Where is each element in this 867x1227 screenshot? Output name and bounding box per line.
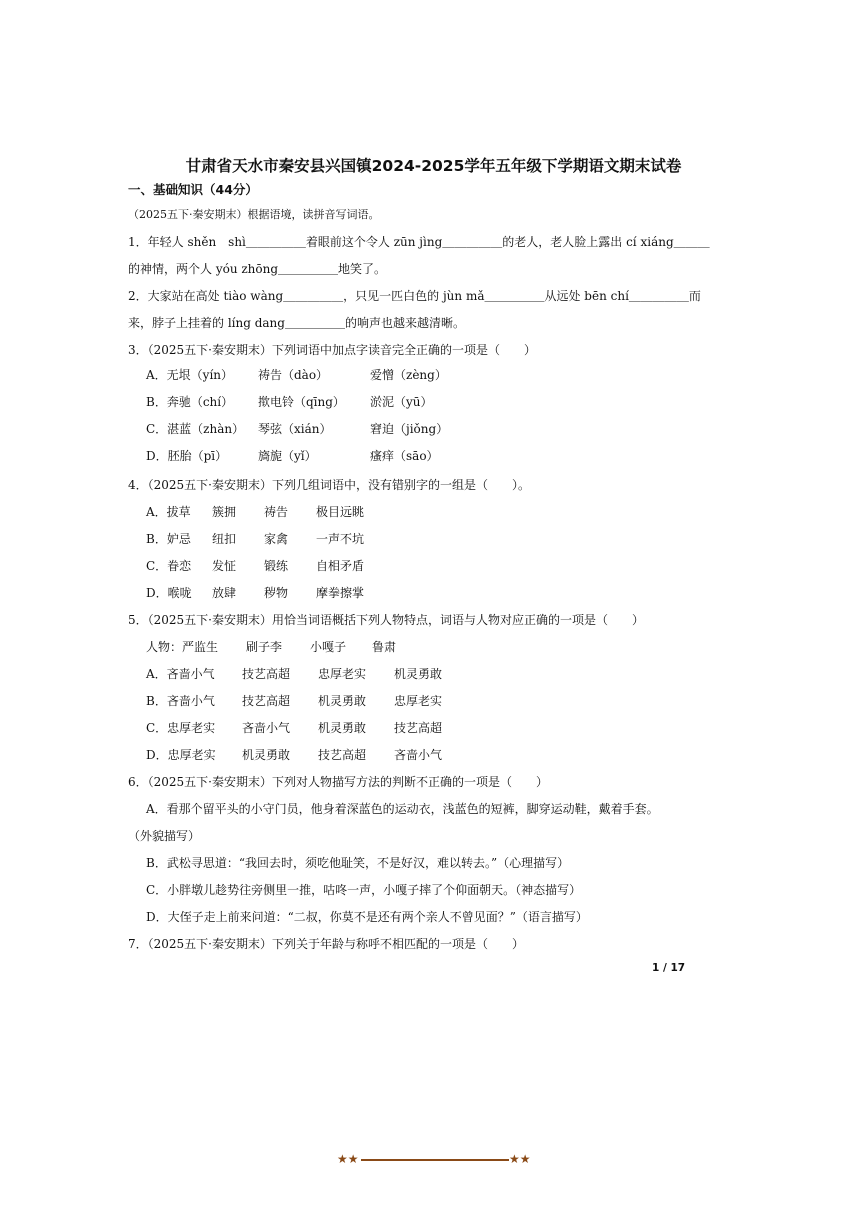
option-word: A．无垠（yín）	[146, 368, 234, 382]
option-word: 发怔	[212, 559, 237, 573]
q6-stem: 6．（2025五下·秦安期末）下列对人物描写方法的判断不正确的一项是（ ）	[128, 775, 548, 789]
option-word: A．拔草	[146, 505, 191, 519]
option-word: 吝啬小气	[242, 721, 291, 735]
q4-option-d	[146, 585, 364, 601]
option-word: 祷告	[264, 505, 289, 519]
q6-option-c: C．小胖墩儿趁势往旁侧里一推，咕咚一声，小嘎子摔了个仰面朝天。（神态描写）	[146, 883, 582, 897]
option-word: 放肆	[212, 586, 237, 600]
person-label: 小嘎子	[310, 640, 347, 654]
option-word: 窘迫（jiǒng）	[370, 422, 449, 436]
page-number: 1 / 17	[652, 962, 686, 974]
q5-stem: 5．（2025五下·秦安期末）用恰当词语概括下列人物特点，词语与人物对应正确的一项是（ ）	[128, 613, 644, 627]
option-word: D．胚胎（pī）	[146, 449, 228, 463]
q5-option-a	[146, 666, 442, 682]
option-word: C．忠厚老实	[146, 721, 216, 735]
q7-stem: 7．（2025五下·秦安期末）下列关于年龄与称呼不相匹配的一项是（ ）	[128, 937, 524, 951]
option-word: 吝啬小气	[394, 748, 443, 762]
option-word: 淤泥（yū）	[370, 395, 433, 409]
footer-ornament	[337, 1152, 533, 1168]
q5-option-c	[146, 720, 442, 736]
option-word: 机灵勇敢	[394, 667, 443, 681]
q5-people	[146, 639, 396, 655]
q6-option-d: D．大侄子走上前来问道：“二叔，你莫不是还有两个亲人不曾见面？”（语言描写）	[146, 910, 588, 924]
q6-option-a: A．看那个留平头的小守门员，他身着深蓝色的运动衣，浅蓝色的短裤，脚穿运动鞋，戴着手套。	[146, 802, 659, 816]
option-word: 秽物	[264, 586, 289, 600]
option-word: A．吝啬小气	[146, 667, 215, 681]
option-word: 锻练	[264, 559, 289, 573]
person-label: 人物：严监生	[146, 640, 219, 654]
option-word: 摩拳擦掌	[316, 586, 365, 600]
star-icon: ★★	[337, 1152, 359, 1166]
option-word: 一声不坑	[316, 532, 365, 546]
option-word: 纽扣	[212, 532, 237, 546]
q4-option-b	[146, 531, 364, 547]
option-word: B．吝啬小气	[146, 694, 215, 708]
footer-divider	[361, 1159, 509, 1161]
option-word: 技艺高超	[318, 748, 367, 762]
exam-title: 甘肃省天水市秦安县兴国镇2024-2025学年五年级下学期语文期末试卷	[185, 157, 682, 175]
option-word: B．奔驰（chí）	[146, 395, 234, 409]
q4-option-a	[146, 504, 364, 520]
person-label: 鲁肃	[372, 640, 397, 654]
option-word: 揿电铃（qīng）	[258, 395, 345, 409]
q5-option-b	[146, 693, 442, 709]
option-word: C．眷恋	[146, 559, 192, 573]
section-heading: 一、基础知识（44分）	[128, 182, 258, 197]
option-word: 极目远眺	[316, 505, 365, 519]
option-word: 祷告（dào）	[258, 368, 329, 382]
option-word: C．湛蓝（zhàn）	[146, 422, 245, 436]
option-word: 旖旎（yǐ）	[258, 449, 317, 463]
option-word: 机灵勇敢	[242, 748, 291, 762]
option-word: 忠厚老实	[318, 667, 367, 681]
option-word: 机灵勇敢	[318, 721, 367, 735]
option-word: 瘙痒（sāo）	[370, 449, 439, 463]
option-word: 琴弦（xián）	[258, 422, 332, 436]
q5-option-d	[146, 747, 442, 763]
q3-option-c	[146, 421, 448, 437]
q1-line1: 1．年轻人 shěn shì＿＿＿＿＿着眼前这个令人 zūn jìng＿＿＿＿＿的老人，老人脸上露出 cí xiáng＿＿＿	[128, 235, 710, 249]
option-word: 技艺高超	[394, 721, 443, 735]
star-icon: ★★	[509, 1152, 531, 1166]
q4-option-c	[146, 558, 364, 574]
person-label: 刷子李	[246, 640, 283, 654]
q1-line2: 的神情，两个人 yóu zhōng＿＿＿＿＿地笑了。	[128, 262, 387, 276]
q4-stem: 4．（2025五下·秦安期末）下列几组词语中，没有错别字的一组是（ ）。	[128, 478, 530, 492]
option-word: 爱憎（zèng）	[370, 368, 447, 382]
option-word: 机灵勇敢	[318, 694, 367, 708]
option-word: 技艺高超	[242, 667, 291, 681]
option-word: 忠厚老实	[394, 694, 443, 708]
option-word: D．喉咙	[146, 586, 192, 600]
intro-text: （2025五下·秦安期末）根据语境，读拼音写词语。	[128, 208, 380, 221]
q3-option-d	[146, 448, 439, 464]
option-word: 簇拥	[212, 505, 237, 519]
option-word: 家禽	[264, 532, 289, 546]
q6-option-a-note: （外貌描写）	[128, 829, 201, 843]
q2-line2: 来，脖子上挂着的 líng dang＿＿＿＿＿的响声也越来越清晰。	[128, 316, 465, 330]
q3-stem: 3．（2025五下·秦安期末）下列词语中加点字读音完全正确的一项是（ ）	[128, 343, 536, 357]
option-word: D．忠厚老实	[146, 748, 216, 762]
option-word: B．妒忌	[146, 532, 191, 546]
q6-option-b: B．武松寻思道：“我回去时，须吃他耻笑，不是好汉，难以转去。”（心理描写）	[146, 856, 570, 870]
option-word: 自相矛盾	[316, 559, 365, 573]
option-word: 技艺高超	[242, 694, 291, 708]
q3-option-a	[146, 367, 447, 383]
q2-line1: 2．大家站在高处 tiào wàng＿＿＿＿＿，只见一匹白色的 jùn mǎ＿＿＿＿＿从远处 bēn chí＿＿＿＿＿而	[128, 289, 701, 303]
q3-option-b	[146, 394, 433, 410]
